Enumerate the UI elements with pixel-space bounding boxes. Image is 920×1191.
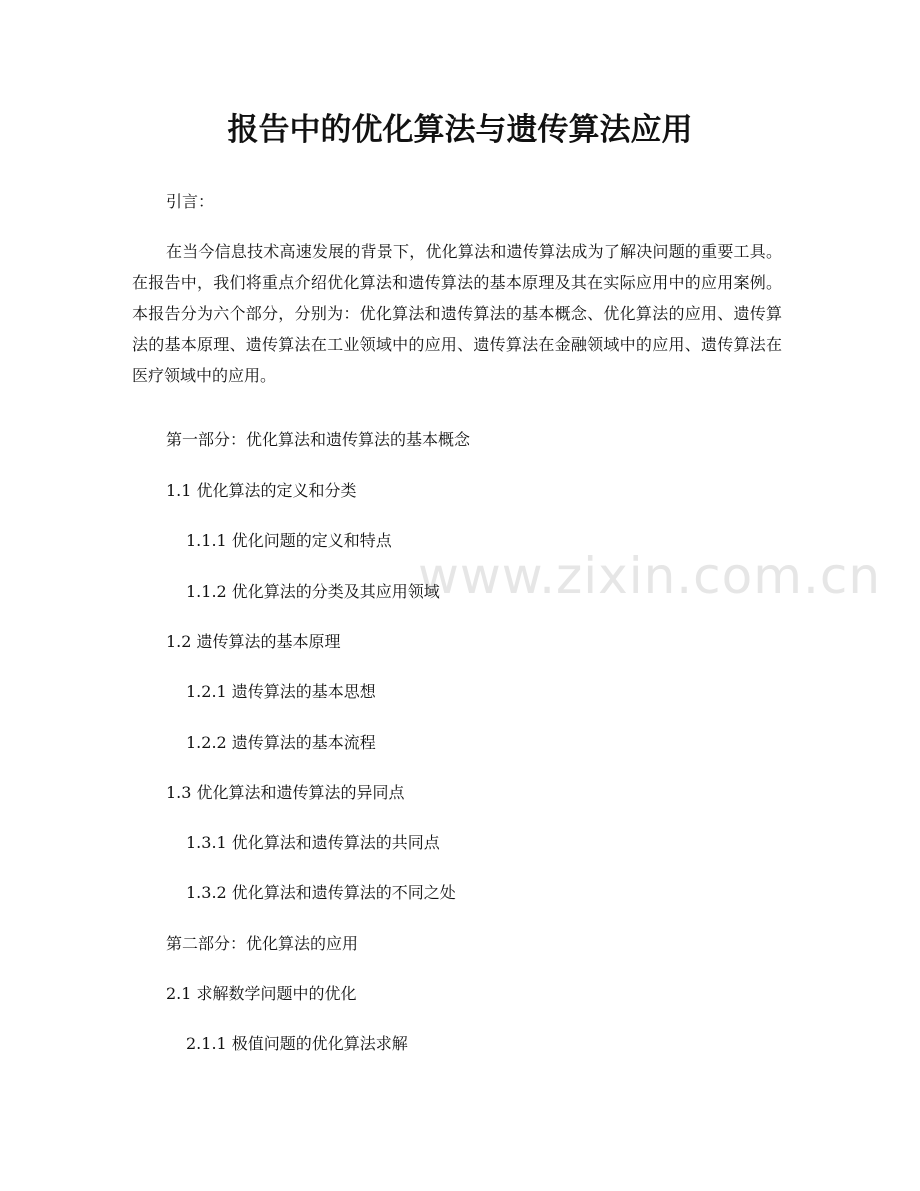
- outline-part-1: 第一部分：优化算法和遗传算法的基本概念: [166, 430, 471, 449]
- outline-subsection-1-3-1: 1.3.1 优化算法和遗传算法的共同点: [186, 833, 440, 852]
- outline-part-2: 第二部分：优化算法的应用: [166, 934, 359, 953]
- intro-label: 引言：: [166, 192, 215, 211]
- outline-section-1-1: 1.1 优化算法的定义和分类: [166, 481, 357, 500]
- outline-section-1-3: 1.3 优化算法和遗传算法的异同点: [166, 783, 405, 802]
- document-title: 报告中的优化算法与遗传算法应用: [227, 112, 693, 148]
- outline-subsection-1-1-2: 1.1.2 优化算法的分类及其应用领域: [186, 582, 440, 601]
- outline-subsection-1-2-2: 1.2.2 遗传算法的基本流程: [186, 733, 376, 752]
- outline-section-2-1: 2.1 求解数学问题中的优化: [166, 984, 357, 1003]
- intro-paragraph: 在当今信息技术高速发展的背景下，优化算法和遗传算法成为了解决问题的重要工具。在报告中，我们将重点介绍优化算法和遗传算法的基本原理及其在实际应用中的应用案例。本报告分为六个部分，分别为：优化算法和遗传算法的基本概念、优化算法的应用、遗传算法的基本原理、遗传算法在工业领域中的应用、遗传算法在金融领域中的应用、遗传算法在医疗领域中的应用。: [132, 242, 782, 385]
- outline-subsection-1-3-2: 1.3.2 优化算法和遗传算法的不同之处: [186, 883, 456, 902]
- outline-section-1-2: 1.2 遗传算法的基本原理: [166, 632, 341, 651]
- outline-subsection-1-1-1: 1.1.1 优化问题的定义和特点: [186, 531, 392, 550]
- outline-subsection-2-1-1: 2.1.1 极值问题的优化算法求解: [186, 1034, 408, 1053]
- outline-subsection-1-2-1: 1.2.1 遗传算法的基本思想: [186, 682, 376, 701]
- watermark: www.zixin.com.cn: [418, 547, 882, 605]
